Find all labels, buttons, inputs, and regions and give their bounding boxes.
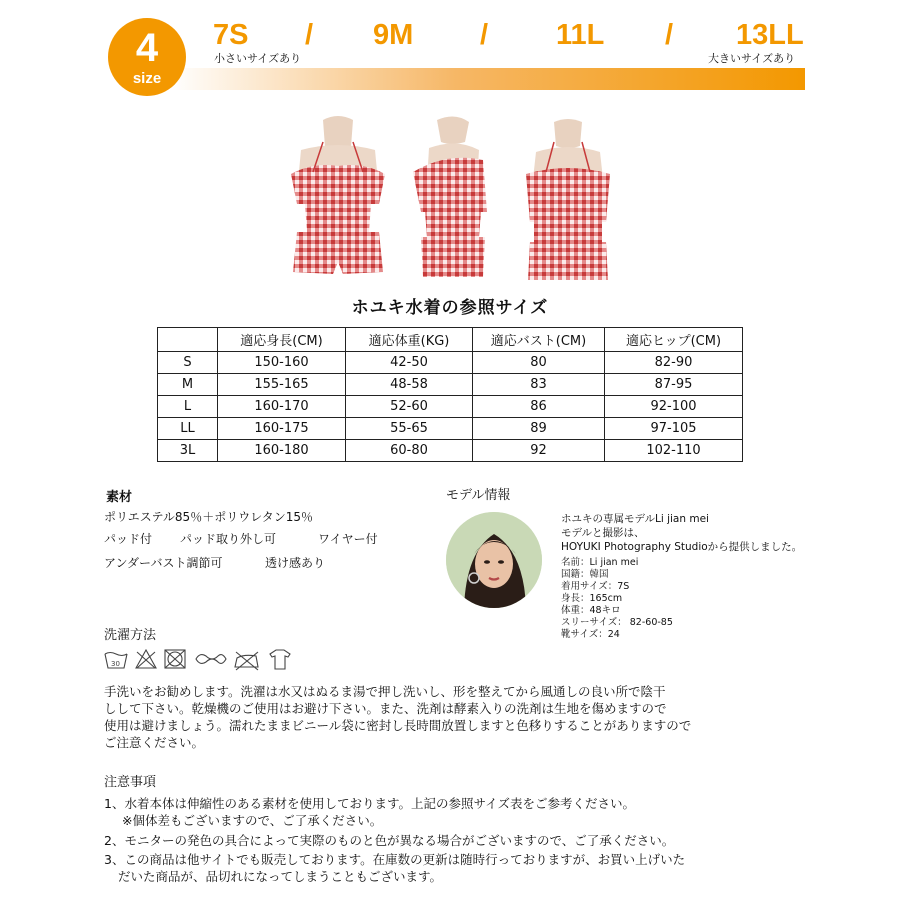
model-detail-line: 名前：Li jian mei xyxy=(561,557,639,568)
hand-wash-30-icon xyxy=(105,653,127,669)
header-cell: 適応体重(KG) xyxy=(346,328,473,352)
notes-title: 注意事項 xyxy=(104,775,157,790)
size-separator: / xyxy=(305,19,314,51)
table-cell: 160-180 xyxy=(218,440,346,462)
feature-label: 透け感あり xyxy=(265,556,326,570)
svg-text:30: 30 xyxy=(111,660,120,668)
table-cell: 86 xyxy=(473,396,605,418)
model-detail-line: 体重：48キロ xyxy=(561,605,621,616)
table-row xyxy=(158,440,743,462)
size-chart-table xyxy=(157,327,743,462)
table-cell: 97-105 xyxy=(605,418,743,440)
table-row xyxy=(158,374,743,396)
table-header-row xyxy=(158,328,743,352)
garment-photo-side xyxy=(407,112,497,287)
table-row xyxy=(158,418,743,440)
header-cell xyxy=(158,328,218,352)
washing-instructions-line: 使用は避けましょう。濡れたままビニール袋に密封し長時間放置しますと色移りすることがありますので xyxy=(104,718,692,733)
size-separator: / xyxy=(480,19,489,51)
table-cell: 60-80 xyxy=(346,440,473,462)
washing-instructions-line: ご注意ください。 xyxy=(104,735,205,750)
table-cell: 42-50 xyxy=(346,352,473,374)
model-intro-line: ホユキの専属モデルLi jian mei xyxy=(561,513,709,525)
header-cell: 適応ヒップ(CM) xyxy=(605,328,743,352)
table-row xyxy=(158,352,743,374)
table-cell: 150-160 xyxy=(218,352,346,374)
table-cell: S xyxy=(158,352,218,374)
size-option: 11L xyxy=(556,19,605,51)
table-cell: 92-100 xyxy=(605,396,743,418)
table-cell: 155-165 xyxy=(218,374,346,396)
care-symbols xyxy=(104,646,304,672)
table-cell: 3L xyxy=(158,440,218,462)
model-avatar xyxy=(446,512,542,608)
table-cell: M xyxy=(158,374,218,396)
flat-dry-icon xyxy=(270,650,290,669)
washing-title: 洗濯方法 xyxy=(104,628,157,643)
feature-label: パッド取り外し可 xyxy=(180,532,277,546)
no-iron-icon xyxy=(235,652,258,670)
feature-label: アンダーバスト調節可 xyxy=(104,556,223,570)
table-cell: 55-65 xyxy=(346,418,473,440)
washing-instructions-line: しして下さい。乾燥機のご使用はお避け下さい。また、洗剤は酵素入りの洗剤は生地を傷めますので xyxy=(104,701,667,716)
notes-line: ※個体差もございますので、ご了承ください。 xyxy=(122,813,383,828)
size-table-title: ホユキ水着の参照サイズ xyxy=(351,298,549,318)
wring-icon xyxy=(196,655,226,664)
table-cell: 48-58 xyxy=(346,374,473,396)
notes-line: だいた商品が、品切れになってしまうこともございます。 xyxy=(118,869,443,884)
table-cell: 102-110 xyxy=(605,440,743,462)
size-option: 7S xyxy=(213,19,249,51)
garment-photo-front xyxy=(283,112,393,287)
model-detail-line: 着用サイズ：7S xyxy=(561,581,630,592)
size-count-label: size xyxy=(132,70,162,87)
size-options-row xyxy=(213,18,805,54)
model-detail-line: スリーサイズ： 82-60-85 xyxy=(561,617,673,628)
model-detail-line: 靴サイズ：24 xyxy=(561,629,620,640)
small-size-note: 小さいサイズあり xyxy=(214,52,302,65)
table-cell: 92 xyxy=(473,440,605,462)
table-cell: 89 xyxy=(473,418,605,440)
no-tumble-dry-icon xyxy=(165,650,185,668)
table-cell: 80 xyxy=(473,352,605,374)
feature-label: ワイヤー付 xyxy=(318,532,378,546)
material-composition: ポリエステル85％＋ポリウレタン15％ xyxy=(104,510,313,524)
model-detail-line: 身長：165cm xyxy=(561,593,623,604)
notes-line: 3、この商品は他サイトでも販売しております。在庫数の更新は随時行っておりますが、お買い上げいた xyxy=(104,852,686,867)
table-cell: 82-90 xyxy=(605,352,743,374)
model-info-title: モデル情報 xyxy=(446,488,511,503)
model-detail-line: 国籍：韓国 xyxy=(561,569,609,580)
table-cell: 83 xyxy=(473,374,605,396)
feature-label: パッド付 xyxy=(104,532,153,546)
table-cell: LL xyxy=(158,418,218,440)
garment-photo-back xyxy=(518,112,618,287)
table-row xyxy=(158,396,743,418)
table-cell: L xyxy=(158,396,218,418)
notes-line: 2、モニターの発色の具合によって実際のものと色が異なる場合がございますので、ご了承ください。 xyxy=(104,833,675,848)
table-cell: 160-175 xyxy=(218,418,346,440)
notes-line: 1、水着本体は伸縮性のある素材を使用しております。上記の参照サイズ表をご参考ください。 xyxy=(104,796,635,811)
size-count-number: 4 xyxy=(135,26,159,70)
size-count-badge xyxy=(108,18,186,96)
table-cell: 52-60 xyxy=(346,396,473,418)
material-title: 素材 xyxy=(106,490,133,505)
size-option: 9M xyxy=(373,19,414,51)
size-option: 13LL xyxy=(736,19,804,51)
model-intro-line: HOYUKI Photography Studioから提供しました。 xyxy=(561,541,803,553)
large-size-note: 大きいサイズあり xyxy=(708,52,796,65)
no-bleach-icon xyxy=(136,650,156,668)
header-accent-bar xyxy=(170,68,805,90)
model-intro-line: モデルと撮影は、 xyxy=(561,527,645,539)
washing-instructions-line: 手洗いをお勧めします。洗濯は水又はぬるま湯で押し洗いし、形を整えてから風通しの良い所で陰干 xyxy=(104,684,666,699)
header-cell: 適応身長(CM) xyxy=(218,328,346,352)
header-cell: 適応バスト(CM) xyxy=(473,328,605,352)
table-cell: 160-170 xyxy=(218,396,346,418)
size-separator: / xyxy=(665,19,674,51)
table-cell: 87-95 xyxy=(605,374,743,396)
